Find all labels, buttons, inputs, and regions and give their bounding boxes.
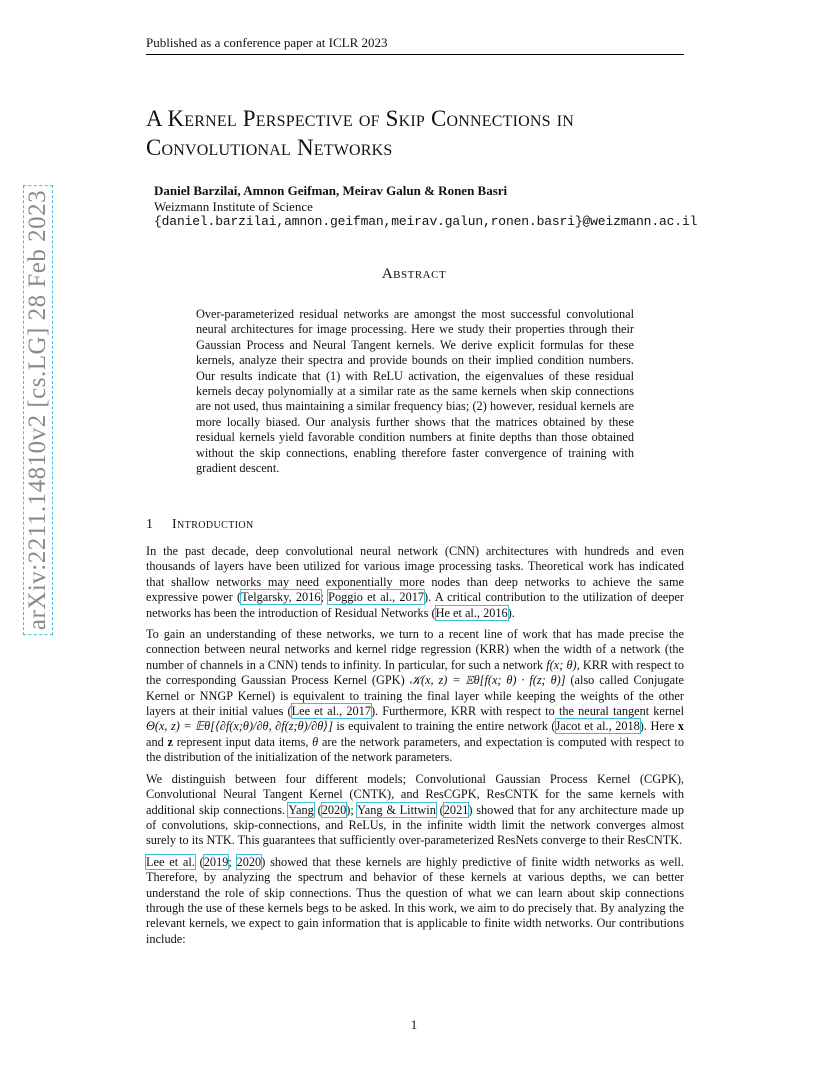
- math-inline: z: [167, 734, 173, 749]
- citation-link[interactable]: Telgarsky, 2016: [241, 590, 321, 605]
- text-run: (: [194, 854, 204, 869]
- text-run: ).: [507, 605, 515, 620]
- page-number: 1: [410, 1017, 418, 1032]
- text-run: is equivalent to training the entire network (: [332, 719, 556, 734]
- citation-link[interactable]: Lee et al.: [146, 854, 195, 869]
- text-run: and: [146, 734, 168, 749]
- math-inline: x: [677, 719, 685, 734]
- arxiv-identifier-stamp[interactable]: arXiv:2211.14810v2 [cs.LG] 28 Feb 2023: [23, 185, 53, 635]
- text-run: In the past decade, deep convolutional neural network (CNN) architectures with hundreds and even thousands of layers have been utilized for various image processing tasks. Theoretical work has indicated that shallow networks may need exponentially more nodes than deep networks to achieve the same expressive power (: [146, 544, 684, 605]
- citation-link[interactable]: Jacot et al., 2018: [555, 719, 640, 734]
- running-header: Published as a conference paper at ICLR 2023: [146, 35, 388, 50]
- text-run: ) showed that these kernels are highly predictive of finite width networks as well. Therefore, by analyzing the spectrum and behavior of these kernels at various depths, we can better understand the role of skip connections. Thus the question of what we can learn about skip connections through the use of these kernels begs to be asked. In this work, we aim to do precisely that. By analyzing the relevant kernels, we expect to gain information that is applicable to finite width networks. Our contributions include:: [146, 854, 684, 946]
- text-run: ;: [228, 854, 237, 869]
- text-run: (: [435, 802, 444, 817]
- text-run: ). Furthermore, KRR with respect to the neural tangent kernel: [370, 704, 684, 719]
- paragraph-1: [146, 544, 684, 621]
- section-number: 1: [146, 517, 153, 532]
- citation-link[interactable]: 2020: [236, 854, 262, 869]
- text-run: are the network parameters, and expectation is computed with respect to the distribution of the initialization of the network parameters.: [146, 734, 684, 765]
- citation-link[interactable]: Lee et al., 2017: [291, 704, 371, 719]
- header-rule: [146, 54, 684, 55]
- paper-title: A Kernel Perspective of Skip Connections in Convolutional Networks: [146, 106, 574, 160]
- paragraph-4: [146, 855, 684, 947]
- citation-link[interactable]: He et al., 2016: [435, 605, 508, 620]
- paragraph-3: [146, 772, 684, 849]
- paragraph-2: [146, 627, 684, 766]
- text-run: We distinguish between four different models; Convolutional Gaussian Process Kernel (CGPK), Convolutional Neural Tangent Kernel (CNTK), and ResCGPK, ResCNTK for the same kernels with additional skip connections.: [146, 771, 684, 817]
- citation-link[interactable]: 2021: [443, 802, 469, 817]
- citation-link[interactable]: Yang & Littwin: [357, 802, 436, 817]
- abstract-text: Over-parameterized residual networks are amongst the most successful convolutional neural architectures for image processing. Here we study their properties through their Gaussian Process and Neural Tangent kernels. We derive explicit formulas for these kernels, analyze their spectra and provide bounds on their implied condition numbers. Our results indicate that (1) with ReLU activation, the eigenvalues of these residual kernels decay polynomially at a similar rate as the same kernels when skip connections are not used, thus maintaining a similar frequency bias; (2) however, residual kernels are more locally biased. Our analysis further shows that the matrices obtained by these residual kernels yield favorable condition numbers at finite depths than those obtained without the skip connections, enabling therefore faster convergence of training with gradient descent.: [196, 307, 634, 476]
- text-run: ;: [320, 590, 329, 605]
- math-inline: 𝒦(x, z) = 𝔼θ[f(x; θ) · f(z; θ)]: [409, 673, 566, 688]
- citation-link[interactable]: 2019: [203, 854, 229, 869]
- text-run: ). A critical contribution to the utilization of deeper networks has been the introduction of Residual Networks (: [146, 590, 684, 620]
- text-run: To gain an understanding of these networks, we turn to a recent line of work that has made precise the connection between neural networks and kernel ridge regression (KRR) when the width of a network (the number of channels in a CNN) tends to infinity. In particular, for such a network: [146, 627, 684, 672]
- citation-link[interactable]: Poggio et al., 2017: [328, 590, 425, 605]
- math-inline: Θ(x, z) = 𝔼θ[⟨∂f(x;θ)/∂θ, ∂f(z;θ)/∂θ⟩]: [146, 719, 333, 734]
- citation-link[interactable]: 2020: [321, 802, 347, 817]
- math-inline: θ: [312, 734, 319, 749]
- text-run: (also called Conjugate Kernel or NNGP Kernel) is equivalent to training the final layer while keeping the weights of the other layers at their initial values (: [146, 673, 684, 719]
- text-run: );: [346, 802, 358, 817]
- text-run: ) showed that for any architecture made up of convolutions, skip-connections, and ReLUs, in the infinite width limit the network converges almost surely to its NTK. This guarantees that sufficiently over-parameterized ResNets converge to their ResCNTK.: [146, 802, 685, 848]
- text-run: ). Here: [639, 719, 678, 734]
- author-emails: {daniel.barzilai,amnon.geifman,meirav.galun,ronen.basri}@weizmann.ac.il: [154, 214, 698, 229]
- body-text: [146, 544, 684, 953]
- author-list: Daniel Barzilai, Amnon Geifman, Meirav Galun & Ronen Basri: [154, 183, 508, 198]
- affiliation: Weizmann Institute of Science: [154, 199, 313, 214]
- section-title: Introduction: [172, 517, 254, 532]
- abstract-heading: Abstract: [381, 266, 447, 282]
- citation-link[interactable]: Yang: [288, 802, 314, 817]
- text-run: (: [313, 802, 322, 817]
- text-run: represent input data items,: [172, 734, 313, 749]
- text-run: , KRR with respect to the corresponding Gaussian Process Kernel (GPK): [146, 657, 685, 688]
- math-inline: f(x; θ): [546, 657, 577, 672]
- section-heading: [146, 517, 254, 533]
